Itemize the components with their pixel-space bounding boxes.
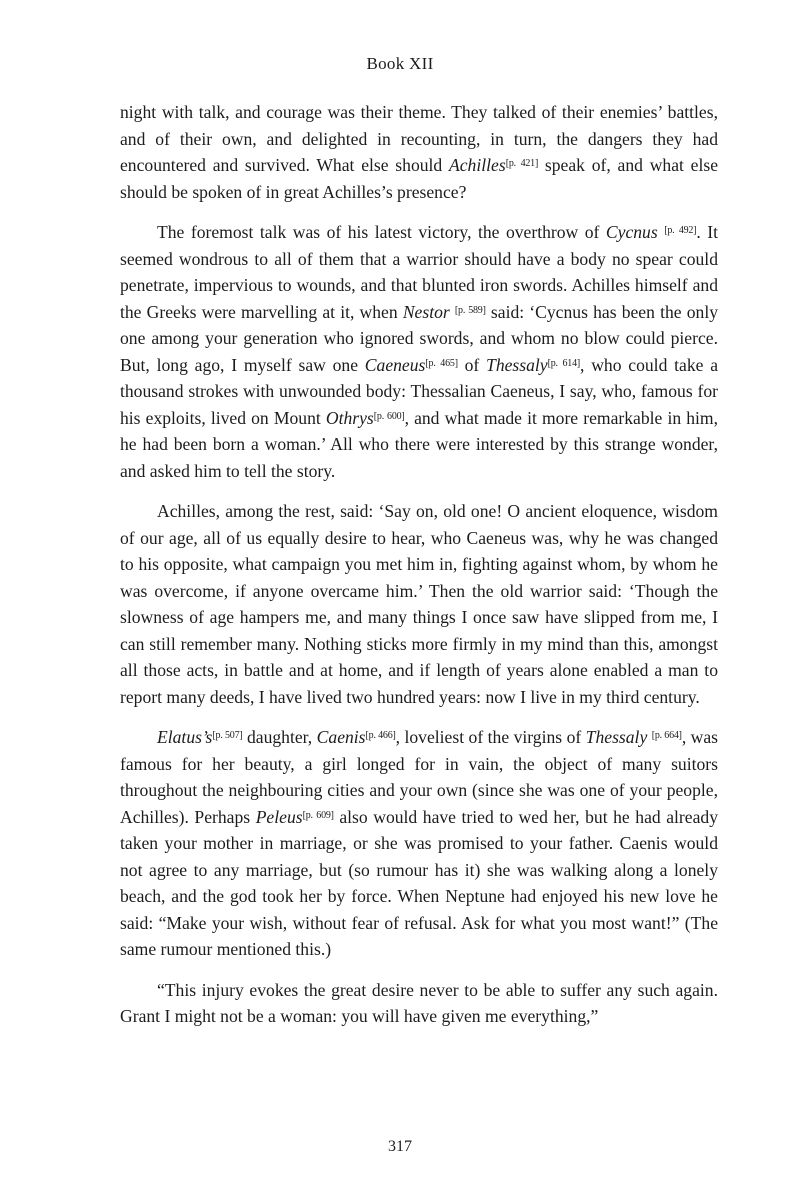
italic-name: Othrys xyxy=(325,407,374,428)
text-run: “This injury evokes the great desire never to be able to suffer any such again. Grant I might not be a woman: you will have given me everything,” xyxy=(120,979,718,1026)
paragraph xyxy=(120,219,718,484)
body-text xyxy=(120,99,718,1030)
text-run: , loveliest of the virgins of xyxy=(395,727,586,747)
italic-name: Elatus’s xyxy=(157,727,213,747)
page-reference: [p. 589] xyxy=(454,304,486,316)
page-reference: [p. 664] xyxy=(651,730,682,741)
text-run: also would have tried to wed her, but he had already taken your mother in marriage, or she was promised to your father. Caenis would not agree to any marriage, but (so rumour has it) she was walking along a lonely beach, and the god took her by force. When Neptune had enjoyed his new love he said: “Make your wish, without fear of refusal. Ask for what you most want!” (The same rumour mentioned this.) xyxy=(120,806,719,959)
text-run: of xyxy=(457,354,487,375)
italic-name: Caeneus xyxy=(364,354,426,375)
text-run: said: ‘Cycnus has been the only one among your generation who ignored swords, and whom no blow could pierce. But, long ago, I myself saw one xyxy=(120,301,719,375)
page-reference: [p. 609] xyxy=(302,809,334,821)
page-reference: [p. 614] xyxy=(547,357,581,369)
page-number: 317 xyxy=(388,1138,412,1155)
italic-name: Nestor xyxy=(402,301,450,322)
page-reference: [p. 421] xyxy=(505,158,539,169)
italic-name: Caenis xyxy=(316,727,366,747)
running-head: Book XII xyxy=(366,54,434,73)
italic-name: Achilles xyxy=(449,155,506,175)
text-run: speak of, and what else should be spoken of in great Achilles’s presence? xyxy=(120,155,719,202)
text-run: . It seemed wondrous to all of them that a warrior should have a body no spear could penetrate, impervious to wounds, and that blunted iron swords. Achilles himself and the Greeks were marvelling at it, when xyxy=(120,222,718,322)
page-reference: [p. 466] xyxy=(365,730,396,741)
paragraph xyxy=(120,977,718,1030)
paragraph xyxy=(120,724,718,963)
text-run: night with talk, and courage was their theme. They talked of their enemies’ battles, and of their own, and delighted in recounting, in turn, the dangers they had encountered and survived. What else should xyxy=(120,102,718,175)
text-run: , and what made it more remarkable in him, he had been born a woman.’ All who there were interested by this strange wonder, and asked him to tell the story. xyxy=(120,407,719,481)
text-run: Achilles, among the rest, said: ‘Say on, old one! O ancient eloquence, wisdom of our age, all of us equally desire to hear, who Caeneus was, why he was changed to his opposite, what campaign you met him in, fighting against whom, by whom he was overcome, if anyone overcame him.’ Then the old warrior said: ‘Though the slowness of age hampers me, and many things I once saw have slipped from me, I can still remember many. Nothing sticks more firmly in my mind than this, amongst all those acts, in battle and at home, and if length of years alone enabled a man to report many deeds, I have lived two hundred years: now I live in my third century. xyxy=(120,501,718,707)
italic-name: Thessaly xyxy=(486,354,548,375)
text-run: , was famous for her beauty, a girl longed for in vain, the object of many suitors throughout the neighbouring cities and your own (since she was one of your people, Achilles). Perhaps xyxy=(120,727,719,827)
page-reference: [p. 507] xyxy=(212,730,243,741)
italic-name: Thessaly xyxy=(585,727,648,747)
page-reference: [p. 465] xyxy=(425,357,458,369)
page-reference: [p. 600] xyxy=(373,410,405,422)
page-reference: [p. 492] xyxy=(664,225,697,236)
italic-name: Cycnus xyxy=(605,222,658,242)
text-run: daughter, xyxy=(242,727,317,747)
text-run: , who could take a thousand strokes with unwounded body: Thessalian Caeneus, I say, who, famous for his exploits, lived on Mount xyxy=(120,354,719,428)
paragraph xyxy=(120,99,718,205)
text-run: The foremost talk was of his latest victory, the overthrow of xyxy=(157,222,606,242)
italic-name: Peleus xyxy=(255,806,303,827)
paragraph xyxy=(120,498,718,710)
